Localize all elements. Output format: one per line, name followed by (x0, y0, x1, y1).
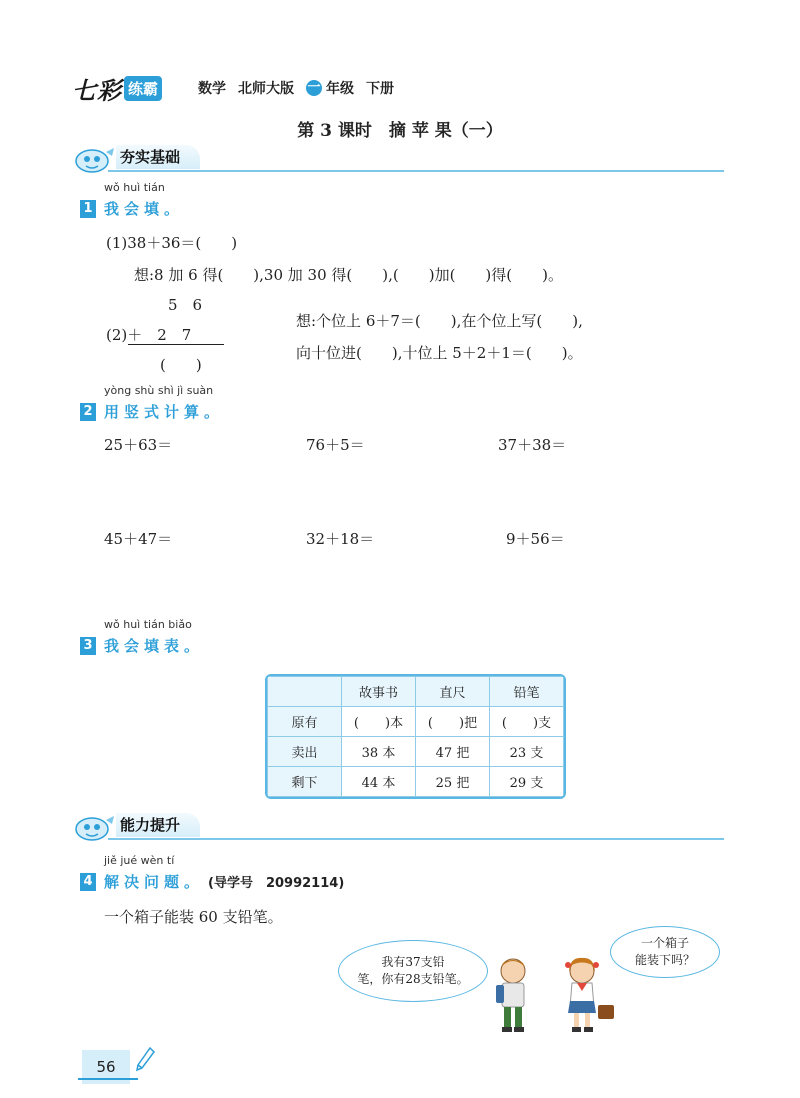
bubble-girl-line2: 能装下吗？ (634, 953, 695, 967)
q1-number: 1 (80, 200, 96, 218)
page-number-underline (78, 1078, 138, 1080)
table-cell: 47 把 (416, 737, 490, 767)
q3-number: 3 (80, 637, 96, 655)
q4-header (80, 871, 344, 892)
boy-illustration-icon (490, 955, 536, 1035)
table-header-cell: 直尺 (416, 677, 490, 707)
section-banner-basic (60, 144, 724, 174)
exercise-item: 37＋38＝ (498, 436, 567, 454)
q2-pinyin: yòng shù shì jì suàn (104, 384, 214, 397)
q4-number: 4 (80, 873, 96, 891)
lesson-title: 第 3 课时 摘 苹 果（一） (297, 121, 503, 141)
inventory-table-grid (267, 676, 564, 797)
q3-header (80, 635, 204, 656)
table-header-cell: 铅笔 (490, 677, 564, 707)
table-header-row (268, 677, 564, 707)
grade-group (306, 78, 354, 98)
table-cell[interactable]: ( )把 (416, 707, 490, 737)
table-cell: 23 支 (490, 737, 564, 767)
q1-vertical-rule (128, 344, 224, 345)
table-header-cell (268, 677, 342, 707)
table-row-label: 剩下 (268, 767, 342, 797)
grade-label: 年级 (326, 81, 354, 97)
q1-part1-problem: (1)38＋36＝( ) (106, 234, 238, 252)
volume-label: 下册 (366, 81, 394, 97)
section-title-advanced: 能力提升 (116, 813, 200, 837)
q2-title: 用竖式计算。 (104, 403, 225, 421)
banner-line (108, 838, 724, 840)
exercise-item: 32＋18＝ (306, 530, 375, 548)
table-cell: 29 支 (490, 767, 564, 797)
q1-vertical-result: ( ) (160, 356, 202, 374)
q3-pinyin: wǒ huì tián biǎo (104, 618, 192, 631)
q1-pinyin: wǒ huì tián (104, 181, 165, 194)
table-header-cell: 故事书 (342, 677, 416, 707)
exercise-item: 25＋63＝ (104, 436, 173, 454)
table-cell: 44 本 (342, 767, 416, 797)
table-cell[interactable]: ( )支 (490, 707, 564, 737)
exercise-item: 45＋47＝ (104, 530, 173, 548)
q1-vertical-top: 5 6 (168, 296, 203, 314)
inventory-table (265, 674, 566, 799)
page-number: 56 (82, 1050, 130, 1084)
table-cell: 38 本 (342, 737, 416, 767)
q3-title: 我会填表。 (104, 637, 205, 655)
table-cell[interactable]: ( )本 (342, 707, 416, 737)
speech-bubble-girl (610, 926, 720, 978)
table-row (268, 737, 564, 767)
banner-line (108, 170, 724, 172)
girl-illustration-icon (560, 955, 616, 1035)
q1-part2-hint-line2: 向十位进( ),十位上 5＋2＋1＝( )。 (296, 344, 583, 362)
section-banner-advanced (60, 812, 724, 842)
section-title-basic: 夯实基础 (116, 145, 200, 169)
q2-number: 2 (80, 403, 96, 421)
table-row (268, 767, 564, 797)
logo-box-text: 练霸 (124, 76, 162, 101)
q1-vertical-bottom: (2)＋ 2 7 (106, 326, 192, 344)
pencil-icon (134, 1046, 156, 1074)
table-cell: 25 把 (416, 767, 490, 797)
q2-header (80, 401, 224, 422)
bubble-girl-line1: 一个箱子 (640, 936, 689, 950)
subject-label: 数学 (198, 81, 226, 97)
brand-logo (72, 72, 162, 104)
edition-label: 北师大版 (238, 81, 294, 97)
logo-main-text: 七彩 (72, 76, 122, 105)
q1-title: 我会填。 (104, 200, 185, 218)
speech-bubble-boy (338, 940, 488, 1002)
q4-pinyin: jiě jué wèn tí (104, 854, 175, 867)
grade-mark: 一 (307, 80, 321, 95)
q1-part2-hint-line1: 想:个位上 6＋7＝( ),在个位上写( ), (296, 312, 583, 330)
q4-problem: 一个箱子能装 60 支铅笔。 (104, 908, 283, 926)
table-row-label: 卖出 (268, 737, 342, 767)
table-row-label: 原有 (268, 707, 342, 737)
book-info (198, 78, 394, 98)
q1-header (80, 198, 184, 219)
q4-reference: (导学号 20992114) (208, 876, 345, 891)
q1-part1-hint: 想:8 加 6 得( ),30 加 30 得( ),( )加( )得( )。 (134, 266, 563, 284)
exercise-item: 76＋5＝ (306, 436, 365, 454)
exercise-item: 9＋56＝ (506, 530, 565, 548)
bubble-boy-line2: 笔，你有28支铅笔。 (357, 972, 469, 986)
bubble-boy-line1: 我有37支铅 (381, 955, 445, 969)
q4-title: 解决问题。 (104, 873, 205, 891)
table-row (268, 707, 564, 737)
